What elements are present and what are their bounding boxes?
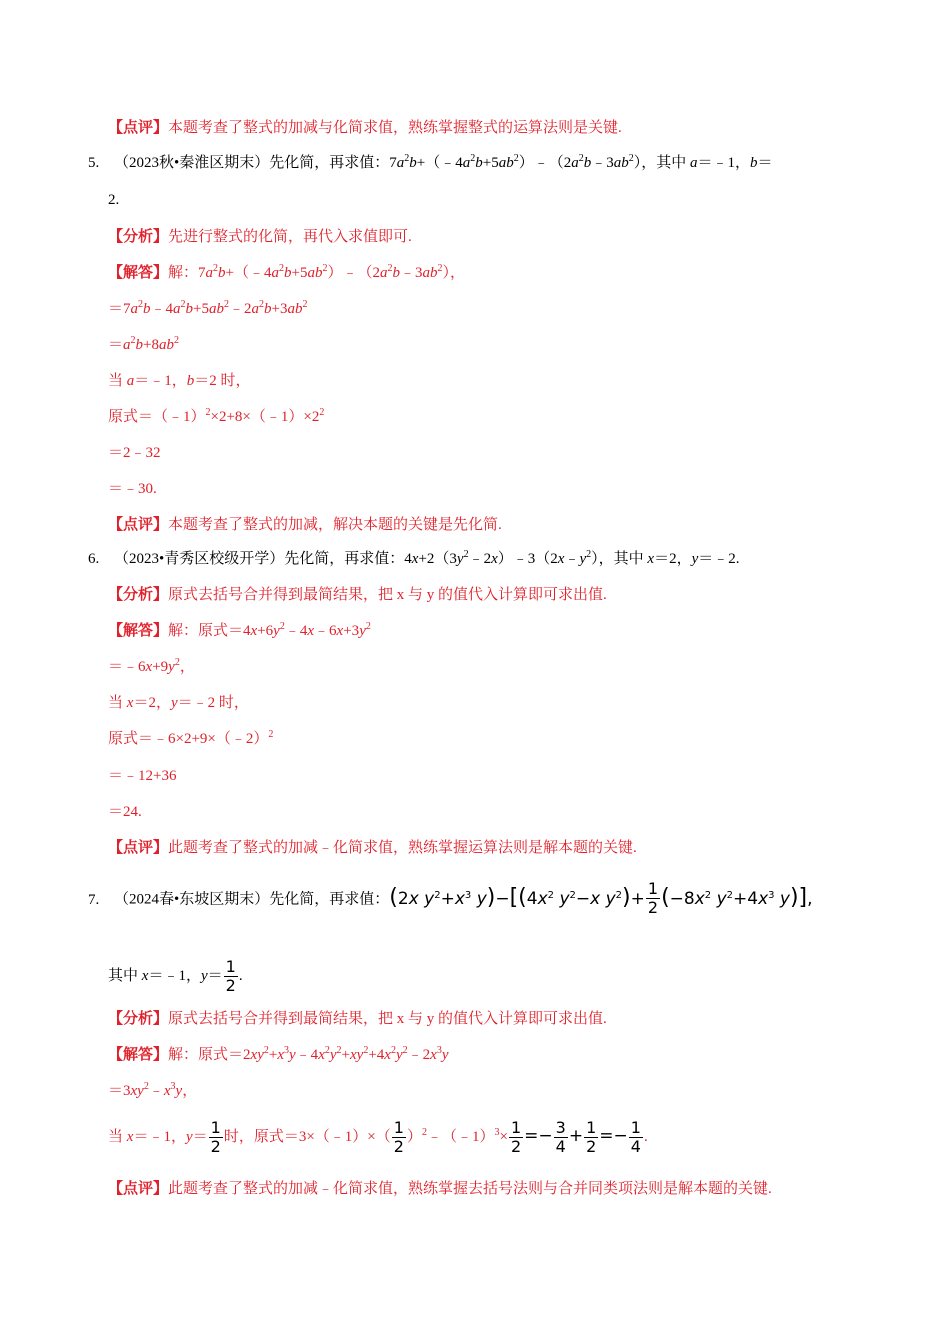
question-expression: $7a^2b+(﹣4a^2b+5ab^2)﹣(2a^2b﹣3ab^2)$，其中 a＝﹣1，b＝ [389, 153, 773, 171]
comment-text: 此题考查了整式的加减﹣化简求值，熟练掌握去括号法则与合并同类项法则是解本题的关键. [168, 1181, 772, 1197]
answer-tag: 【解答】 [108, 623, 169, 639]
q5-answer-line-6: ＝2﹣32 [108, 445, 161, 461]
fraction-one-quarter: $\frac{1}{4}$ [630, 1118, 641, 1157]
q6-comment [108, 838, 637, 858]
answer-tag: 【解答】 [108, 265, 169, 281]
prev-comment [108, 118, 622, 138]
question-source: （2024春•东坡区期末）先化简，再求值： [114, 891, 390, 908]
analysis-text: 原式去括号合并得到最简结果，把 x 与 y 的值代入计算即可求出值. [168, 587, 607, 603]
q7-answer-line-3: 当 x＝﹣1，y＝ $\frac{1}{2}$ 时，原式＝3×（﹣1）×（ $\frac{1}{2}$ ）$^2$﹣（﹣1）$^3$× $\frac{1}{2}$ =− $\frac{3}{4}$ + $\frac{1}{2}$ =− $\frac{1}{4}$ . [108, 1118, 648, 1157]
q5-answer-line-3: $=a^2b+8ab^2$ [108, 335, 179, 353]
q5-answer-line-5: 原式$=(﹣1)^2\times 2+8\times(﹣1)\times 2^2$ [108, 407, 325, 425]
comment-tag: 【点评】 [108, 517, 169, 533]
comment-tag: 【点评】 [108, 120, 169, 136]
fraction-one-half: $\frac{1}{2}$ [647, 879, 659, 917]
q6-answer-line-2: $=﹣6x+9y^2$， [108, 657, 195, 675]
q6-answer-line-6: ＝24. [108, 804, 142, 820]
question-6 [88, 549, 740, 569]
analysis-tag: 【分析】 [108, 1011, 169, 1027]
q7-answer-line-2: $=3xy^2﹣x^3y$， [108, 1081, 198, 1099]
q6-answer-line-1: 【解答】解：原式$=4x+6y^2﹣4x﹣6x+3y^2$ [108, 621, 371, 639]
comment-text: 本题考查了整式的加减，解决本题的关键是先化简. [168, 517, 502, 533]
analysis-text: 原式去括号合并得到最简结果，把 x 与 y 的值代入计算即可求出值. [168, 1011, 607, 1027]
q6-answer-line-4: 原式＝﹣6×2+9×（﹣2）$^2$ [108, 729, 274, 747]
q7-comment [108, 1179, 772, 1199]
question-number: 6. [88, 551, 100, 567]
comment-tag: 【点评】 [108, 840, 169, 856]
fraction-one-half: $\frac{1}{2}$ [510, 1118, 522, 1157]
q6-answer-line-3: 当 x＝2，y＝﹣2 时， [108, 695, 249, 711]
question-expression: $4x+2(3y^2﹣2x)﹣3(2x﹣y^2)$，其中 x＝2，y＝﹣2. [404, 549, 740, 567]
q6-answer-line-5: ＝﹣12+36 [108, 768, 177, 784]
question-5 [88, 153, 773, 173]
q7-condition: 其中 x＝﹣1，y＝ $\frac{1}{2}$ . [108, 957, 243, 995]
fraction-one-half: $\frac{1}{2}$ [393, 1118, 404, 1157]
answer-tag: 【解答】 [108, 1047, 169, 1063]
q5-analysis [108, 227, 412, 247]
question-expression: (2x $y^2+x^3$ $y)-[(4x^2$ $y^2-x$ $y^2)+$ $\frac{1}{2}$ ($-8x^2$ $y^2+4x^3$ y)], [389, 879, 813, 917]
comment-tag: 【点评】 [108, 1181, 169, 1197]
question-number: 5. [88, 155, 100, 171]
q5-comment [108, 515, 502, 535]
q5-answer-line-1: 【解答】解：$7a^2b+(﹣4a^2b+5ab^2)﹣(2a^2b﹣3ab^2)$， [108, 263, 466, 281]
analysis-tag: 【分析】 [108, 587, 169, 603]
question-5-cont: 2. [108, 192, 120, 208]
q5-answer-line-7: ＝﹣30. [108, 481, 157, 497]
q7-analysis [108, 1009, 607, 1029]
question-source: （2023•青秀区校级开学）先化简，再求值： [114, 551, 405, 567]
fraction-three-quarters: $\frac{3}{4}$ [555, 1118, 566, 1157]
fraction-one-half: $\frac{1}{2}$ [225, 957, 236, 995]
question-7 [88, 880, 813, 917]
analysis-text: 先进行整式的化简，再代入求值即可. [168, 229, 412, 245]
analysis-tag: 【分析】 [108, 229, 169, 245]
question-source: （2023秋•秦淮区期末）先化简，再求值： [114, 155, 390, 171]
q5-answer-line-2: $=7a^2b﹣4a^2b+5ab^2﹣2a^2b+3ab^2$ [108, 299, 308, 317]
q6-analysis [108, 585, 607, 605]
fraction-one-half: $\frac{1}{2}$ [210, 1118, 221, 1157]
q7-answer-line-1: 【解答】解：原式$=2xy^2+x^3y﹣4x^2y^2+xy^2+4x^2y^2﹣2x^3y$ [108, 1045, 449, 1063]
fraction-one-half: $\frac{1}{2}$ [586, 1118, 597, 1157]
comment-text: 此题考查了整式的加减﹣化简求值，熟练掌握运算法则是解本题的关键. [168, 840, 637, 856]
q5-answer-line-4: 当 a＝﹣1，b＝2 时， [108, 373, 251, 389]
question-number: 7. [88, 891, 100, 908]
comment-text: 本题考查了整式的加减与化简求值，熟练掌握整式的运算法则是关键. [168, 120, 622, 136]
